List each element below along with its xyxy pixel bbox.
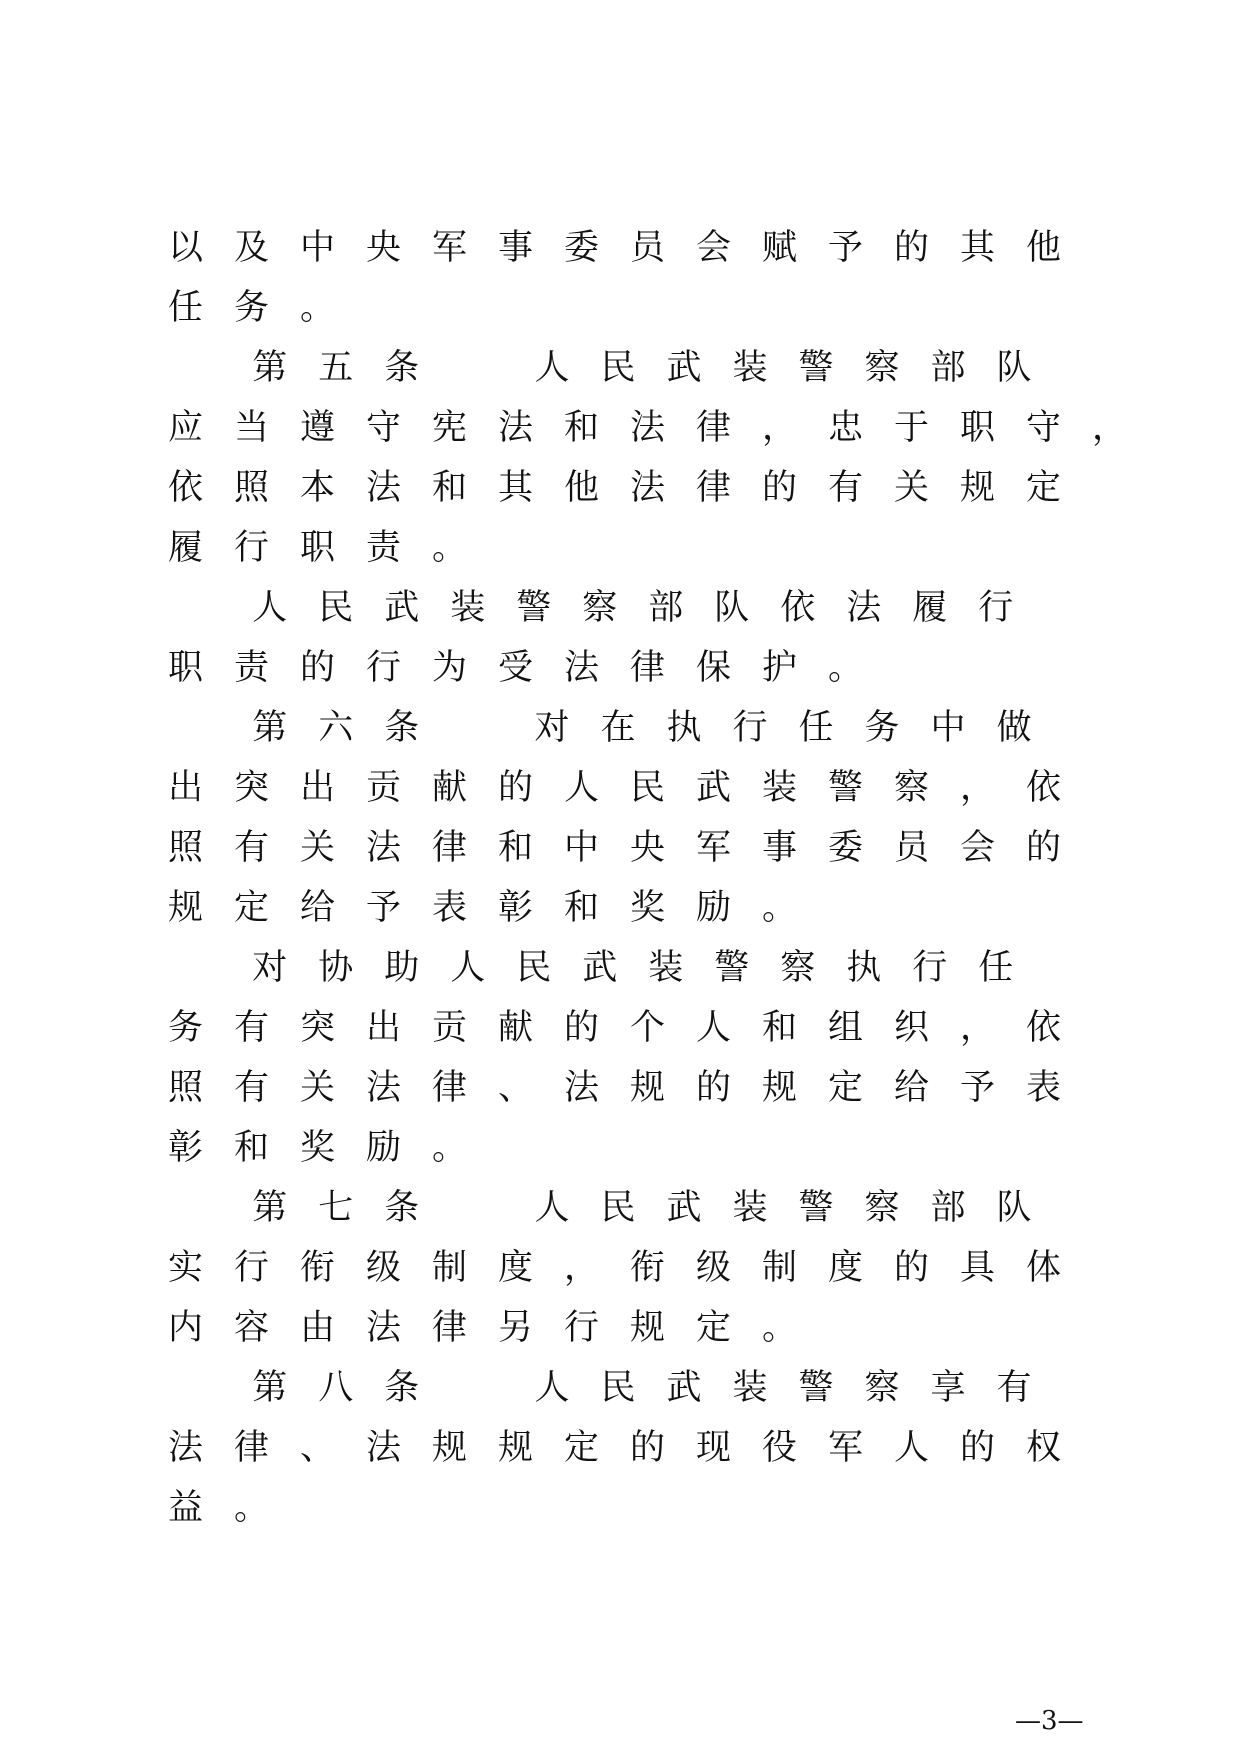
text-line: 益。 [168,1488,301,1528]
article-seven-line: 第七条 人民武装警察部队 [168,1188,1063,1228]
text-line: 彰和奖励。 [168,1128,499,1168]
article-six-line: 第六条 对在执行任务中做 [168,708,1063,748]
text-line: 照有关法律、法规的规定给予表 [168,1068,1093,1108]
article-eight-line: 第八条 人民武装警察享有 [168,1368,1063,1408]
text-line: 出突出贡献的人民武装警察，依 [168,768,1093,808]
text-line: 人民武装警察部队依法履行 [168,588,1045,628]
text-line: 规定给予表彰和奖励。 [168,888,829,928]
text-line: 法律、法规规定的现役军人的权 [168,1428,1093,1468]
text-line: 实行衔级制度，衔级制度的具体 [168,1248,1093,1288]
text-line: 应当遵守宪法和法律，忠于职守， [168,408,1159,448]
text-line: 对协助人民武装警察执行任 [168,948,1045,988]
article-five-line: 第五条 人民武装警察部队 [168,348,1063,388]
text-line: 以及中央军事委员会赋予的其他 [168,228,1093,268]
text-line: 内容由法律另行规定。 [168,1308,829,1348]
text-line: 职责的行为受法律保护。 [168,648,895,688]
text-line: 务有突出贡献的个人和组织，依 [168,1008,1093,1048]
page-number: —3— [1015,1706,1084,1736]
text-line: 依照本法和其他法律的有关规定 [168,468,1093,508]
text-line: 任务。 [168,288,367,328]
text-line: 履行职责。 [168,528,499,568]
text-line: 照有关法律和中央军事委员会的 [168,828,1093,868]
